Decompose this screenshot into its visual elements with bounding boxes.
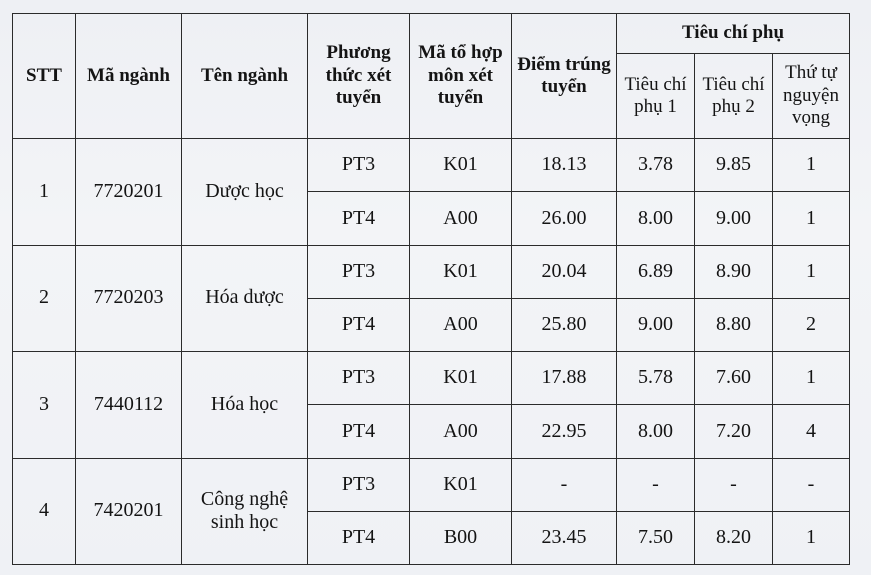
- cell-method: PT3: [308, 352, 410, 405]
- cell-wish-order: -: [773, 458, 850, 511]
- cell-combination: K01: [410, 458, 512, 511]
- cell-combination: K01: [410, 139, 512, 192]
- cell-criteria-1: 6.89: [617, 245, 695, 298]
- cell-criteria-2: 8.20: [695, 511, 773, 564]
- cell-method: PT4: [308, 298, 410, 351]
- cell-criteria-1: 7.50: [617, 511, 695, 564]
- cell-method: PT3: [308, 458, 410, 511]
- cell-score: -: [512, 458, 617, 511]
- cell-major-name: Hóa học: [182, 352, 308, 459]
- table-row: [13, 352, 850, 405]
- table-row: [13, 245, 850, 298]
- cell-wish-order: 4: [773, 405, 850, 458]
- header-subject-combination: Mã tổ hợp môn xét tuyển: [410, 14, 512, 139]
- cell-method: PT4: [308, 405, 410, 458]
- cell-major-name: Dược học: [182, 139, 308, 246]
- cell-wish-order: 1: [773, 139, 850, 192]
- cell-combination: A00: [410, 405, 512, 458]
- table-row: [13, 139, 850, 192]
- cell-major-code: 7720201: [76, 139, 182, 246]
- cell-criteria-2: 8.90: [695, 245, 773, 298]
- cell-stt: 1: [13, 139, 76, 246]
- cell-combination: A00: [410, 192, 512, 245]
- cell-method: PT3: [308, 245, 410, 298]
- cell-criteria-2: 7.60: [695, 352, 773, 405]
- header-stt: STT: [13, 14, 76, 139]
- header-wish-order: Thứ tự nguyện vọng: [773, 54, 850, 139]
- cell-criteria-1: -: [617, 458, 695, 511]
- header-criteria-1: Tiêu chí phụ 1: [617, 54, 695, 139]
- cell-major-name: Công nghệ sinh học: [182, 458, 308, 565]
- header-major-code: Mã ngành: [76, 14, 182, 139]
- cell-score: 18.13: [512, 139, 617, 192]
- header-admission-score: Điểm trúng tuyển: [512, 14, 617, 139]
- cell-combination: A00: [410, 298, 512, 351]
- cell-criteria-2: 9.85: [695, 139, 773, 192]
- cell-criteria-2: 8.80: [695, 298, 773, 351]
- cell-wish-order: 2: [773, 298, 850, 351]
- cell-combination: K01: [410, 352, 512, 405]
- cell-criteria-1: 3.78: [617, 139, 695, 192]
- cell-method: PT4: [308, 511, 410, 564]
- cell-combination: K01: [410, 245, 512, 298]
- header-secondary-criteria: Tiêu chí phụ: [617, 14, 850, 54]
- cell-criteria-2: 7.20: [695, 405, 773, 458]
- cell-score: 25.80: [512, 298, 617, 351]
- table-body: [13, 139, 850, 565]
- cell-wish-order: 1: [773, 511, 850, 564]
- cell-criteria-1: 5.78: [617, 352, 695, 405]
- cell-method: PT3: [308, 139, 410, 192]
- header-major-name: Tên ngành: [182, 14, 308, 139]
- admission-scores-table: [12, 13, 850, 565]
- cell-major-code: 7440112: [76, 352, 182, 459]
- cell-criteria-1: 9.00: [617, 298, 695, 351]
- cell-score: 17.88: [512, 352, 617, 405]
- cell-stt: 2: [13, 245, 76, 352]
- cell-criteria-2: 9.00: [695, 192, 773, 245]
- cell-wish-order: 1: [773, 192, 850, 245]
- cell-combination: B00: [410, 511, 512, 564]
- cell-stt: 3: [13, 352, 76, 459]
- header-admission-method: Phương thức xét tuyển: [308, 14, 410, 139]
- cell-major-code: 7720203: [76, 245, 182, 352]
- cell-criteria-2: -: [695, 458, 773, 511]
- cell-criteria-1: 8.00: [617, 405, 695, 458]
- cell-score: 26.00: [512, 192, 617, 245]
- header-row-main: [13, 14, 850, 54]
- cell-method: PT4: [308, 192, 410, 245]
- cell-major-code: 7420201: [76, 458, 182, 565]
- cell-wish-order: 1: [773, 352, 850, 405]
- cell-major-name: Hóa dược: [182, 245, 308, 352]
- header-criteria-2: Tiêu chí phụ 2: [695, 54, 773, 139]
- cell-wish-order: 1: [773, 245, 850, 298]
- cell-score: 23.45: [512, 511, 617, 564]
- cell-score: 20.04: [512, 245, 617, 298]
- cell-stt: 4: [13, 458, 76, 565]
- cell-criteria-1: 8.00: [617, 192, 695, 245]
- cell-score: 22.95: [512, 405, 617, 458]
- table-row: [13, 458, 850, 511]
